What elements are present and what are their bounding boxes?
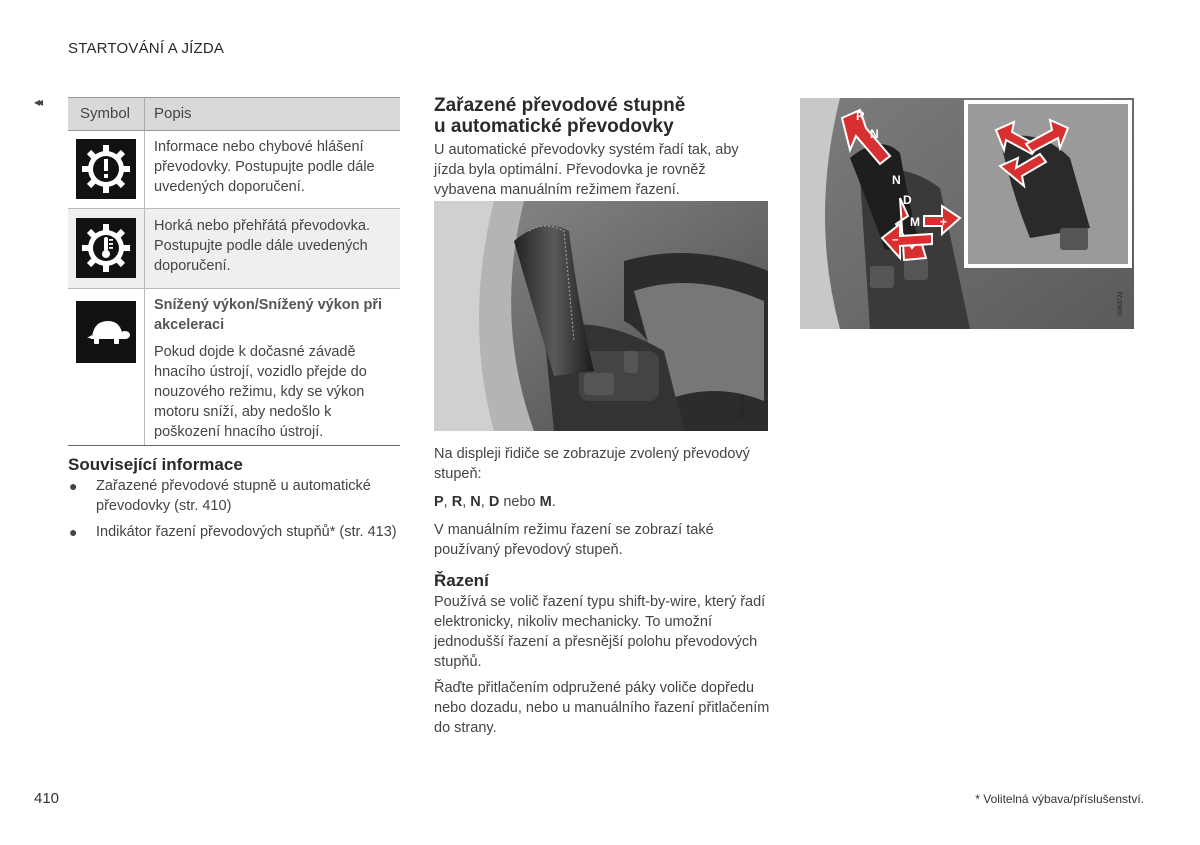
shifting-paragraph-2: Řaďte přitlačením odpružené páky voliče dopředu nebo dozadu, nebo u manuálního řazení přitlačením do strany. <box>434 680 770 736</box>
gear-d: D <box>488 494 500 510</box>
header-symbol: Symbol <box>80 105 131 122</box>
gear-list: P, R, N, D nebo M. <box>434 494 556 510</box>
row-description: Pokud dojde k dočasné závadě hnacího ústrojí, vozidlo přejde do nouzového režimu, kdy se výkon motoru sníží, aby nedošlo k poškození hnacího ústrojí. <box>154 344 367 440</box>
gear-p: P <box>434 494 444 510</box>
label-d: D <box>903 193 912 207</box>
table-row <box>68 289 400 446</box>
gear-n: N <box>470 494 481 510</box>
label-plus: + <box>940 215 948 229</box>
gearbox-temperature-icon <box>76 218 136 278</box>
gear-selector-photo <box>434 201 768 431</box>
heading-line1: Zařazené převodové stupně <box>434 95 686 116</box>
table-row <box>68 209 400 289</box>
label-minus: – <box>892 232 899 246</box>
shifting-paragraph-1: Používá se volič řazení typu shift-by-wire, který řadí elektronicky, nikoliv mechanicky. To umožní jednodušší řazení a přesnější polohu převodových stupňů. <box>434 594 766 670</box>
row-description: Horká nebo přehřátá převodovka. Postupujte podle dále uvedených doporučení. <box>154 218 371 274</box>
label-m: M <box>910 215 920 229</box>
footnote: * Volitelná výbava/příslušenství. <box>975 792 1144 806</box>
display-paragraph: Na displeji řidiče se zobrazuje zvolený převodový stupeň: <box>434 446 750 482</box>
gear-r: R <box>451 494 463 510</box>
row-heading: Snížený výkon/Snížený výkon při akceleraci <box>154 297 383 333</box>
symbol-table <box>68 97 400 446</box>
back-arrows-icon[interactable]: ◂◂ <box>34 95 41 109</box>
shifting-heading: Řazení <box>434 571 489 590</box>
header-description: Popis <box>154 105 192 122</box>
related-link[interactable]: ● Indikátor řazení převodových stupňů* (str. 413) <box>69 524 397 540</box>
gear-m: M <box>539 494 552 510</box>
row-description: Informace nebo chybové hlášení převodovky. Postupujte podle dále uvedených doporučení. <box>154 139 375 195</box>
photo1-code: G063706 <box>740 394 746 419</box>
section-heading <box>434 95 685 137</box>
table-header <box>68 97 400 131</box>
section-title: STARTOVÁNÍ A JÍZDA <box>68 40 225 57</box>
turtle-icon <box>76 301 136 363</box>
label-r: R <box>856 109 865 123</box>
gear-pattern-photo <box>800 98 1134 329</box>
intro-paragraph: U automatické převodovky systém řadí tak, aby jízda byla optimální. Převodovka je rovněž vybavena manuálním režimem řazení. <box>434 142 739 198</box>
label-n2: N <box>892 173 901 187</box>
photo2-code: G063722 <box>1118 291 1124 316</box>
gearbox-warning-icon <box>76 139 136 199</box>
related-info-title: Související informace <box>68 455 243 474</box>
related-link[interactable]: ● Zařazené převodové stupně u automatické převodovky (str. 410) <box>69 478 371 514</box>
related-info-list <box>68 476 398 548</box>
related-link-text[interactable]: Indikátor řazení převodových stupňů* (str. 413) <box>96 524 397 540</box>
manual-paragraph: V manuálním režimu řazení se zobrazí také používaný převodový stupeň. <box>434 522 714 558</box>
label-n1: N <box>870 127 879 141</box>
page-number: 410 <box>34 790 60 807</box>
related-link-text[interactable]: Zařazené převodové stupně u automatické převodovky (str. 410) <box>96 478 371 514</box>
table-row <box>68 131 400 209</box>
heading-line2: u automatické převodovky <box>434 116 674 137</box>
